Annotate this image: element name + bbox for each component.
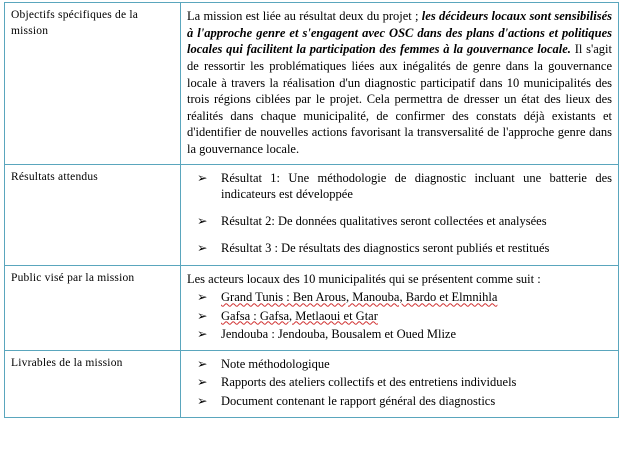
arrow-bullet-icon: ➢ — [197, 290, 208, 305]
public-intro-text: Les acteurs locaux des 10 municipalités qui se présentent comme suit : — [187, 271, 541, 286]
list-item-label: Document contenant le rapport général des diagnostics — [221, 393, 496, 408]
paragraph-emphasis: les décideurs locaux sont sensibilisés à l'approche genre et s'engagent avec OSC dans des plans d'actions et politiques locales qui facilitent la participation des femmes à la gouvernance locale. — [187, 9, 612, 57]
list-item — [187, 240, 612, 256]
list-item-label: Jendouba : Jendouba, Bousalem et Oued Mlize — [221, 326, 457, 341]
table-row — [5, 265, 619, 350]
arrow-bullet-icon: ➢ — [197, 357, 208, 371]
list-item — [187, 393, 612, 409]
label-text: Résultats attendus — [11, 170, 98, 183]
row-label-livrables — [5, 351, 181, 418]
row-content-resultats — [181, 164, 619, 265]
list-item — [187, 308, 612, 324]
list-item — [187, 356, 612, 372]
label-text: Objectifs spécifiques de la mission — [11, 9, 139, 37]
list-item-label: Résultat 3 : De résultats des diagnostics seront publiés et restitués — [221, 241, 550, 256]
row-content-public — [181, 265, 619, 350]
row-label-objectifs — [5, 3, 181, 165]
paragraph-rest: Il s'agit de ressortir les problématiques liées aux inégalités de genre dans la gouvernance locale à travers la réalisation d'un diagnostic participatif dans 10 municipalités des trois régions ciblées par le projet. Cela permettra de dresser un état des lieux des réalités dans chaque municipalité, de confirmer des constats déjà existants et d'identifier de nouvelles actions favorisant la transversalité de l'approche genre dans la gouvernance locale. — [187, 42, 612, 156]
row-label-resultats — [5, 164, 181, 265]
arrow-bullet-icon: ➢ — [197, 241, 208, 256]
results-list — [187, 170, 612, 257]
deliverables-list — [187, 356, 612, 409]
arrow-bullet-icon: ➢ — [197, 375, 208, 390]
objectives-table — [4, 2, 619, 418]
list-item-label: Gafsa : Gafsa, Metlaoui et Gtar — [221, 308, 378, 323]
table-row — [5, 351, 619, 418]
public-list — [187, 289, 612, 342]
list-item — [187, 289, 612, 305]
row-content-livrables — [181, 351, 619, 418]
arrow-bullet-icon: ➢ — [197, 393, 208, 408]
list-item — [187, 374, 612, 390]
list-item — [187, 170, 612, 203]
table-row — [5, 3, 619, 165]
list-item-label: Grand Tunis : Ben Arous, Manouba, Bardo et Elmnihla — [221, 290, 498, 305]
list-item — [187, 326, 612, 342]
arrow-bullet-icon: ➢ — [197, 214, 208, 229]
label-text: Livrables de la mission — [11, 357, 123, 369]
row-label-public — [5, 265, 181, 350]
paragraph-lead: La mission est liée au résultat deux du projet ; — [187, 9, 422, 23]
row-content-objectifs — [181, 3, 619, 165]
list-item-label: Note méthodologique — [221, 357, 330, 371]
table-row — [5, 164, 619, 265]
arrow-bullet-icon: ➢ — [197, 170, 208, 185]
list-item — [187, 213, 612, 229]
arrow-bullet-icon: ➢ — [197, 326, 208, 341]
list-item-label: Résultat 1: Une méthodologie de diagnostic incluant une batterie des indicateurs est développée — [221, 170, 612, 201]
label-text: Public visé par la mission — [11, 271, 135, 284]
arrow-bullet-icon: ➢ — [197, 308, 208, 323]
list-item-label: Rapports des ateliers collectifs et des entretiens individuels — [221, 375, 517, 390]
list-item-label: Résultat 2: De données qualitatives seront collectées et analysées — [221, 214, 547, 229]
